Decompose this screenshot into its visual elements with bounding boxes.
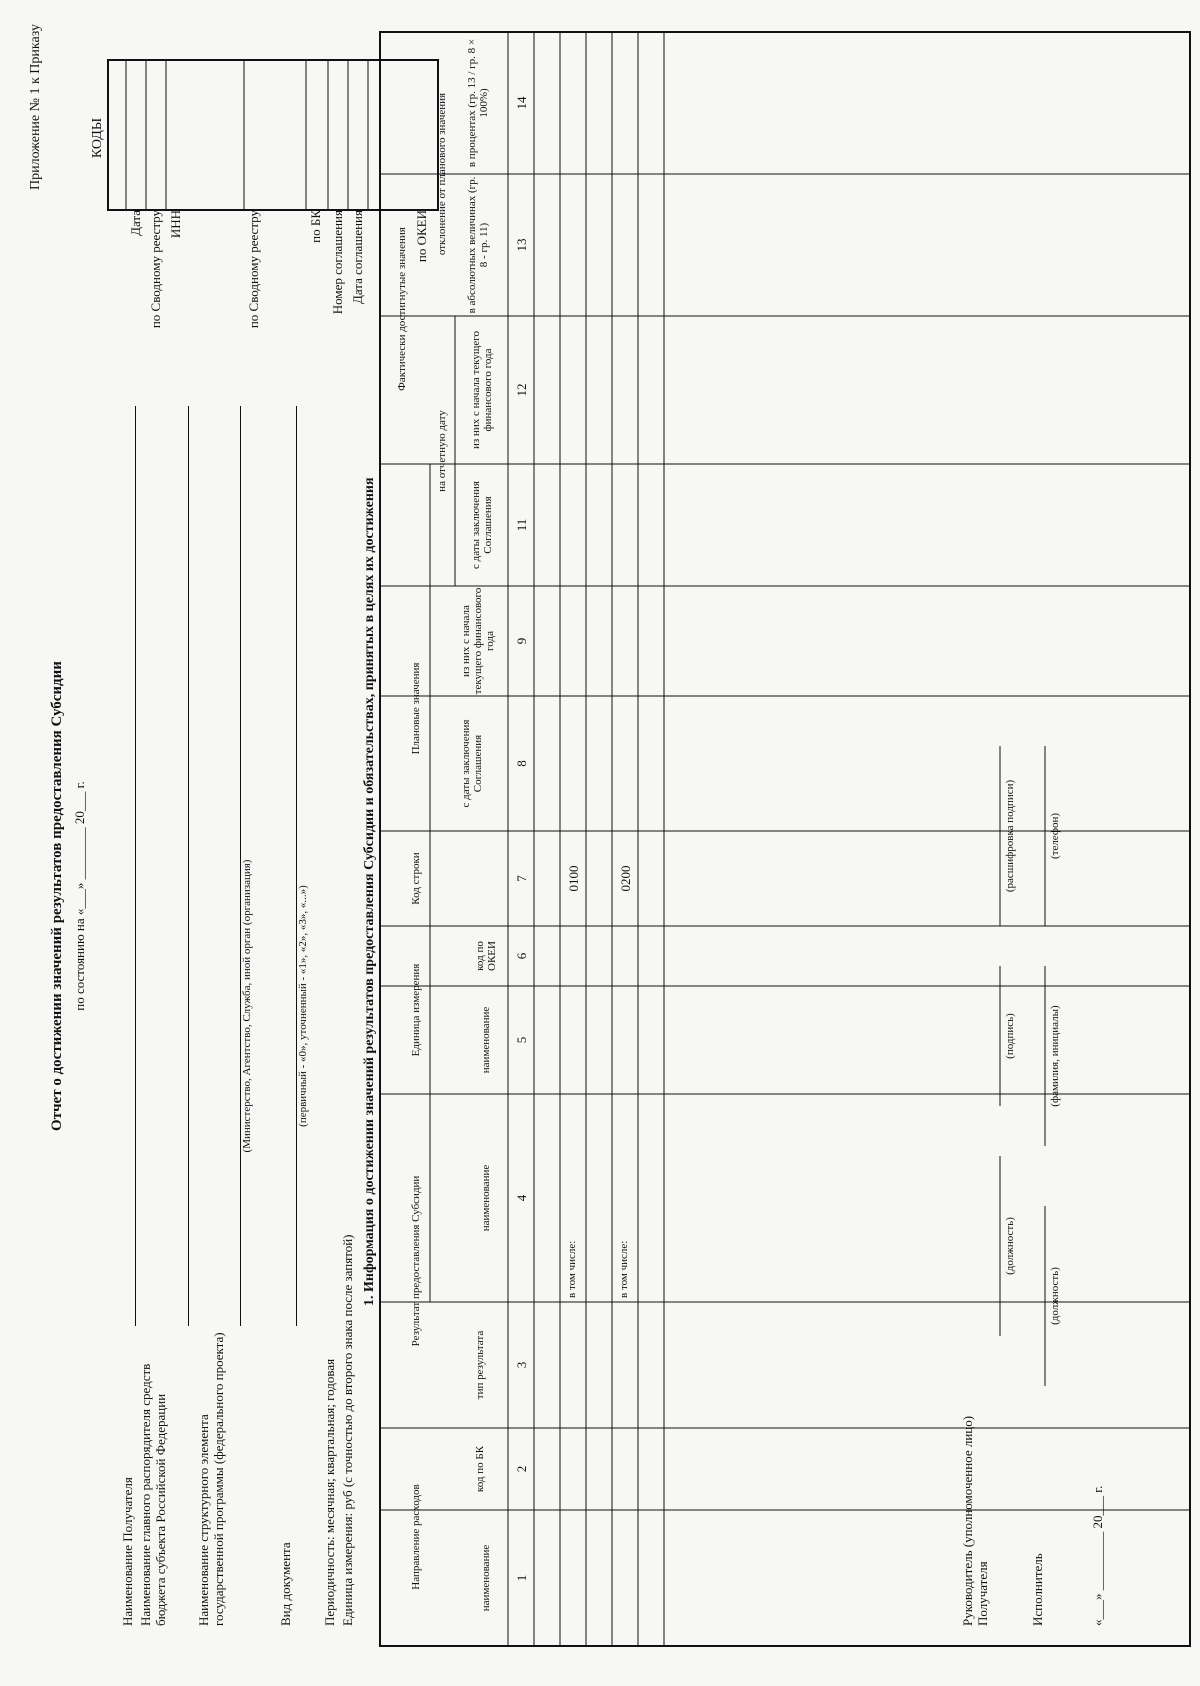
th-plan-from-agreement: с даты заключения Соглашения bbox=[460, 719, 484, 808]
code-label-agreement-date: Дата соглашения bbox=[350, 210, 365, 305]
col-num-6: 6 bbox=[514, 952, 529, 960]
sig-head-label: Руководитель (уполномоченное лицо) Получателя bbox=[960, 1415, 990, 1626]
th-fact-from-year: из них с начала текущего финансового года bbox=[470, 330, 494, 450]
col-num-14: 14 bbox=[514, 96, 529, 110]
col-num-8: 8 bbox=[514, 760, 529, 767]
row-including-1: в том числе: bbox=[566, 1240, 578, 1298]
th-line-code: Код строки bbox=[410, 852, 422, 905]
document-title: Отчет о достижении значений результатов предоставления Субсидии bbox=[49, 661, 65, 1131]
th-bk: код по БК bbox=[474, 1445, 486, 1493]
line-code-0200: 0200 bbox=[618, 865, 633, 892]
th-unit-name: наименование bbox=[480, 1006, 492, 1074]
col-num-13: 13 bbox=[514, 238, 529, 252]
sig-executor-label: Исполнитель bbox=[1030, 1553, 1045, 1626]
sig-phone: (телефон) bbox=[1049, 812, 1061, 860]
col-num-7: 7 bbox=[514, 875, 529, 882]
th-name: наименование bbox=[480, 1544, 492, 1612]
code-label-inn: ИНН bbox=[168, 210, 183, 239]
sig-decode: (расшифровка подписи) bbox=[1004, 779, 1016, 893]
col-num-9: 9 bbox=[514, 637, 529, 645]
field-periodicity: Периодичность: месячная; квартальная; годовая bbox=[322, 1358, 337, 1626]
sig-position: (должность) bbox=[1004, 1217, 1016, 1275]
field-doc-type: Вид документа bbox=[278, 1542, 293, 1626]
col-num-2: 2 bbox=[514, 1465, 529, 1473]
th-on-date: на отчетную дату bbox=[436, 410, 448, 492]
th-fact-from-agreement: с даты заключения Соглашения bbox=[470, 481, 494, 569]
code-label-registry-2: по Сводному реестру bbox=[246, 210, 261, 329]
as-of-date: по состоянию на «___» ________ 20___ г. bbox=[72, 781, 87, 1011]
col-num-1: 1 bbox=[514, 1574, 529, 1582]
col-num-12: 12 bbox=[514, 383, 529, 397]
line-code-0100: 0100 bbox=[566, 865, 581, 892]
col-num-4: 4 bbox=[514, 1194, 529, 1202]
codes-header: КОДЫ bbox=[90, 117, 105, 159]
code-label-okei: по ОКЕИ bbox=[414, 210, 429, 263]
code-label-agreement-number: Номер соглашения bbox=[330, 210, 345, 315]
th-plan: Плановые значения bbox=[410, 662, 422, 755]
th-result-name: наименование bbox=[480, 1164, 492, 1232]
sig-sign: (подпись) bbox=[1004, 1013, 1016, 1059]
th-result: Результат предоставления Субсидии bbox=[410, 1175, 422, 1347]
th-okei: код по ОКЕИ bbox=[474, 941, 498, 971]
code-label-registry-1: по Сводному реестру bbox=[148, 210, 163, 329]
th-fact: Фактически достигнутые значения bbox=[396, 227, 408, 391]
doc-type-hint: (первичный - «0», уточненный - «1», «2», «3», «...») bbox=[297, 885, 309, 1127]
section-1-title: 1. Информация о достижении значений результатов предоставления Субсидии и обязательствах, принятых в целях их достижения bbox=[362, 477, 377, 1306]
th-deviation: отклонение от планового значения bbox=[436, 92, 448, 256]
row-including-2: в том числе: bbox=[618, 1240, 630, 1298]
appendix-note: Приложение № 1 к Приказу bbox=[28, 24, 43, 190]
th-unit: Единица измерения bbox=[410, 963, 422, 1057]
th-direction: Направление расходов bbox=[410, 1484, 422, 1590]
col-num-5: 5 bbox=[514, 1036, 529, 1044]
th-deviation-pct: в процентах (гр. 13 / гр. 8 × 100%) bbox=[466, 38, 490, 168]
field-unit: Единица измерения: руб (с точностью до второго знака после запятой) bbox=[340, 1234, 355, 1626]
field-recipient: Наименование Получателя bbox=[120, 1477, 135, 1626]
code-label-date: Дата bbox=[128, 210, 143, 236]
th-plan-from-year: из них с начала текущего финансового года bbox=[460, 587, 496, 695]
sig-fio: (фамилия, инициалы) bbox=[1049, 1005, 1061, 1107]
col-num-3: 3 bbox=[514, 1361, 529, 1369]
th-type: тип результата bbox=[474, 1330, 486, 1400]
field-struct: Наименование структурного элемента государственной программы (федерального проекта) bbox=[196, 1332, 226, 1626]
ministry-hint: (Министерство, Агентство, Служба, иной орган (организация) bbox=[241, 859, 253, 1153]
field-grbs: Наименование главного распорядителя средств бюджета субъекта Российской Федерации bbox=[138, 1363, 168, 1626]
code-label-bk: по БК bbox=[308, 210, 323, 243]
col-num-11: 11 bbox=[514, 518, 529, 532]
sig-position-2: (должность) bbox=[1049, 1267, 1061, 1325]
sig-date: «___» _________ 20___ г. bbox=[1090, 1485, 1105, 1626]
th-deviation-abs: в абсолютных величинах (гр. 8 - гр. 11) bbox=[466, 176, 490, 314]
